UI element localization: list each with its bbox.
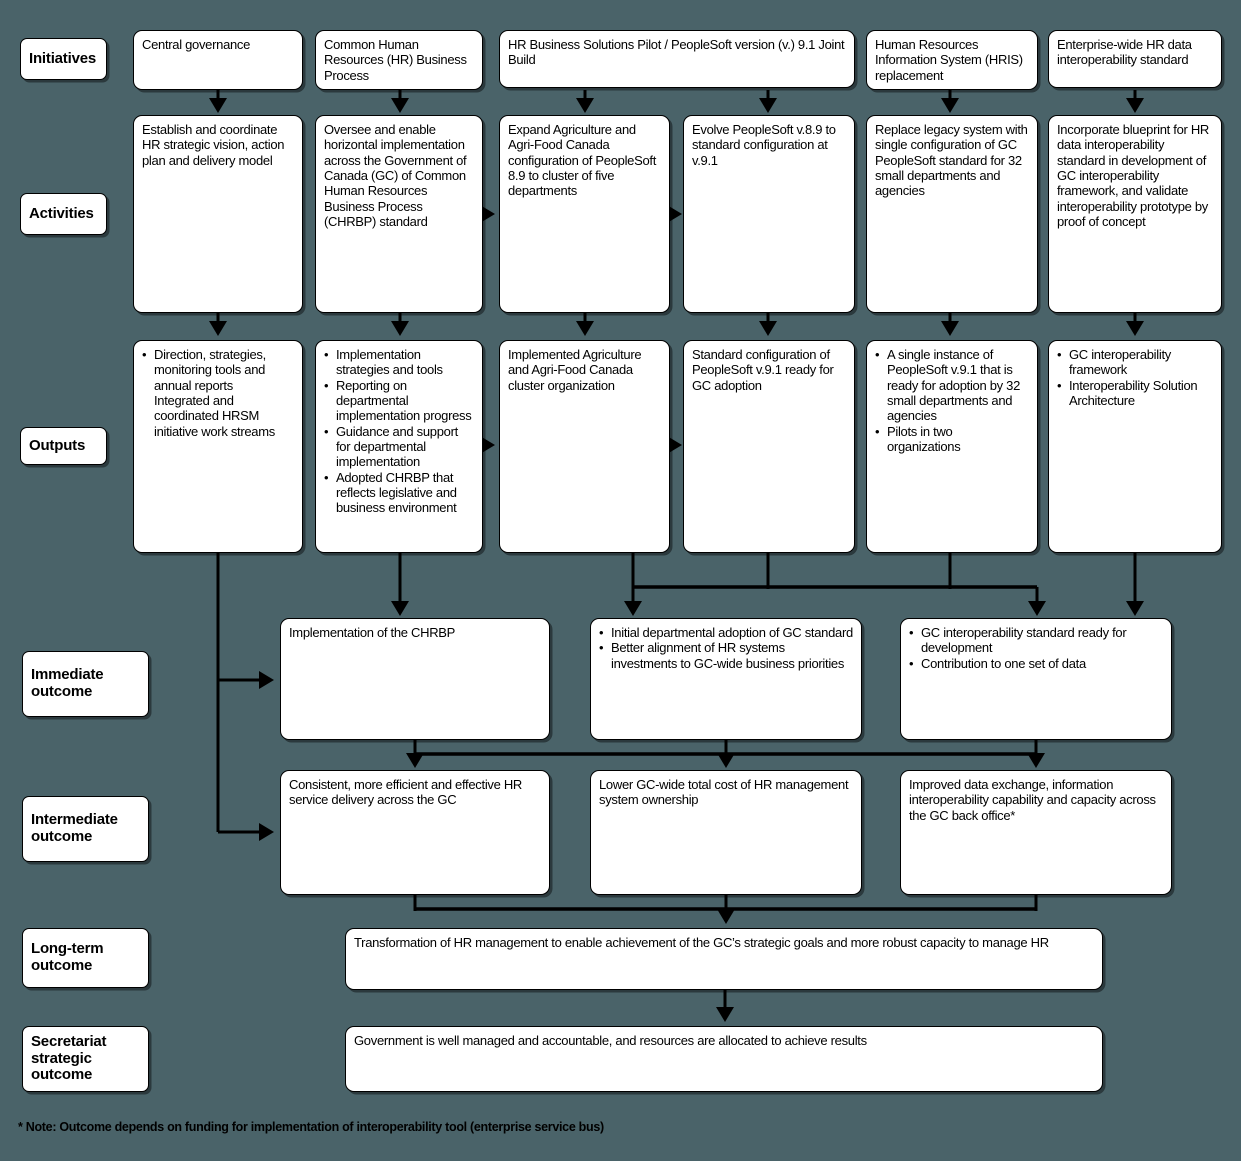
bullet-icon: •: [909, 655, 914, 671]
bullet-icon: •: [324, 347, 329, 362]
row-label-text: Intermediate outcome: [31, 811, 118, 845]
bullet-item: [599, 625, 853, 640]
bullet-item: [875, 424, 1029, 455]
bullet-item: [1057, 378, 1213, 409]
initiative-interoperability-standard: [1048, 30, 1222, 88]
box-text: Lower GC-wide total cost of HR management system ownership: [599, 777, 849, 808]
bullet-text: A single instance of PeopleSoft v.9.1 that is ready for adoption by 32 small departments and agencies: [887, 347, 1021, 424]
secretariat-outcome-box: [345, 1026, 1103, 1092]
activity-box-4: [683, 115, 855, 313]
row-label-activities: [20, 193, 107, 235]
row-label-outputs: [20, 427, 107, 465]
output-box-2: [315, 340, 483, 553]
arrows-intermediate-to-longterm: [415, 895, 1036, 921]
box-text: Expand Agriculture and Agri-Food Canada configuration of PeopleSoft 8.9 to cluster of five departments: [508, 122, 657, 199]
bullet-text: Adopted CHRBP that reflects legislative and business environment: [336, 469, 457, 516]
bullet-item: [324, 424, 474, 470]
immediate-outcome-box-2: [590, 618, 862, 740]
bullet-item: [909, 656, 1163, 671]
bullet-icon: •: [909, 625, 914, 640]
bullet-item: [324, 470, 474, 516]
box-text: Evolve PeopleSoft v.8.9 to standard configuration at v.9.1: [692, 122, 836, 168]
row-label-immediate-outcome: [22, 651, 149, 717]
bullet-item: [599, 640, 853, 671]
footnote: [18, 1120, 778, 1134]
bullet-text: Contribution to one set of data: [921, 655, 1086, 671]
initiative-hris-replacement: [866, 30, 1038, 90]
bullet-text: Reporting on departmental implementation progress: [336, 377, 472, 424]
box-text: Replace legacy system with single configuration of GC PeopleSoft standard for 32 small departments and agencies: [875, 122, 1028, 199]
bullet-icon: •: [599, 625, 604, 640]
row-label-text: Secretariat strategic outcome: [31, 1032, 107, 1084]
bullet-text: GC interoperability framework: [1069, 347, 1171, 378]
bullet-text: Better alignment of HR systems investments to GC-wide business priorities: [611, 640, 845, 671]
output-box-6: [1048, 340, 1222, 553]
intermediate-outcome-box-2: [590, 770, 862, 895]
activity-box-1: [133, 115, 303, 313]
box-text: Central governance: [142, 37, 251, 52]
bullet-text: Direction, strategies, monitoring tools and annual reports: [154, 347, 266, 393]
intermediate-outcome-box-3: [900, 770, 1172, 895]
box-text: Establish and coordinate HR strategic vision, action plan and delivery model: [142, 122, 285, 168]
row-label-initiatives: [20, 38, 107, 80]
bullet-item: [142, 347, 294, 393]
bullet-text: Pilots in two organizations: [887, 423, 961, 454]
box-text: Consistent, more efficient and effective HR service delivery across the GC: [289, 777, 523, 808]
row-label-text: Initiatives: [29, 49, 96, 67]
box-text: Implementation of the CHRBP: [289, 625, 456, 640]
bullet-icon: •: [324, 423, 329, 439]
activity-box-5: [866, 115, 1038, 313]
arrows-initiatives-to-activities: [218, 90, 1135, 110]
row-label-text: Activities: [29, 204, 94, 222]
output-box-5: [866, 340, 1038, 553]
initiative-chr-business-process: [315, 30, 483, 90]
box-text: Oversee and enable horizontal implementation across the Government of Canada (GC) of Common Human Resources Business Process (CHRBP) standard: [324, 122, 467, 229]
bullet-text: Integrated and coordinated HRSM initiative work streams: [154, 392, 275, 439]
initiative-central-governance: [133, 30, 303, 90]
box-text: Enterprise-wide HR data interoperability standard: [1057, 37, 1192, 68]
row-label-intermediate-outcome: [22, 796, 149, 862]
bullet-item: [324, 378, 474, 424]
activity-box-3: [499, 115, 670, 313]
box-text: HR Business Solutions Pilot / PeopleSoft version (v.) 9.1 Joint Build: [508, 37, 845, 68]
bullet-item: [1057, 347, 1213, 378]
arrows-immediate-to-intermediate: [415, 740, 1036, 765]
initiative-hr-business-solutions-pilot: [499, 30, 855, 88]
output-box-1: [133, 340, 303, 553]
bullet-icon: •: [1057, 347, 1062, 362]
bullet-icon: •: [324, 377, 329, 393]
footnote-text: * Note: Outcome depends on funding for implementation of interoperability tool (enterprise service bus): [18, 1120, 604, 1134]
row-label-text: Immediate outcome: [31, 666, 104, 700]
bullet-item: [875, 347, 1029, 424]
bullet-icon: •: [599, 640, 604, 656]
box-text: Human Resources Information System (HRIS) replacement: [875, 37, 1023, 83]
bullet-icon: •: [875, 423, 880, 439]
box-text: Implemented Agriculture and Agri-Food Canada cluster organization: [508, 347, 642, 393]
row-label-text: Long-term outcome: [31, 940, 104, 974]
bullet-item: [324, 347, 474, 378]
intermediate-outcome-box-1: [280, 770, 550, 895]
immediate-outcome-box-1: [280, 618, 550, 740]
bullet-text: GC interoperability standard ready for development: [921, 625, 1127, 656]
bullet-icon: •: [875, 347, 880, 362]
bullet-item: [909, 625, 1163, 656]
activity-box-2: [315, 115, 483, 313]
bullet-text: Interoperability Solution Architecture: [1069, 377, 1198, 408]
long-term-outcome-box: [345, 928, 1103, 990]
output-box-3: [499, 340, 670, 553]
box-text: Standard configuration of PeopleSoft v.9.1 ready for GC adoption: [692, 347, 834, 393]
output-box-4: [683, 340, 855, 553]
bullet-text: Guidance and support for departmental implementation: [336, 423, 458, 470]
immediate-outcome-box-3: [900, 618, 1172, 740]
box-text: Incorporate blueprint for HR data interoperability standard in development of GC interoperability framework, and validate interoperability prototype by proof of concept: [1057, 122, 1210, 229]
box-text: Improved data exchange, information interoperability capability and capacity across the GC back office*: [909, 777, 1156, 823]
bullet-icon: •: [1057, 377, 1062, 393]
activity-box-6: [1048, 115, 1222, 313]
row-label-long-term-outcome: [22, 928, 149, 988]
box-text: Transformation of HR management to enable achievement of the GC’s strategic goals and more robust capacity to manage HR: [354, 935, 1049, 950]
bullet-icon: •: [142, 347, 147, 362]
bullet-icon: •: [324, 469, 329, 485]
box-text: Common Human Resources (HR) Business Process: [324, 37, 467, 83]
bullet-text: Initial departmental adoption of GC standard: [611, 625, 853, 640]
box-text: Government is well managed and accountable, and resources are allocated to achieve results: [354, 1033, 867, 1048]
row-label-secretariat-strategic-outcome: [22, 1026, 149, 1092]
row-label-text: Outputs: [29, 436, 86, 454]
bullet-text: Implementation strategies and tools: [336, 347, 443, 378]
bullet-item: [142, 393, 294, 439]
